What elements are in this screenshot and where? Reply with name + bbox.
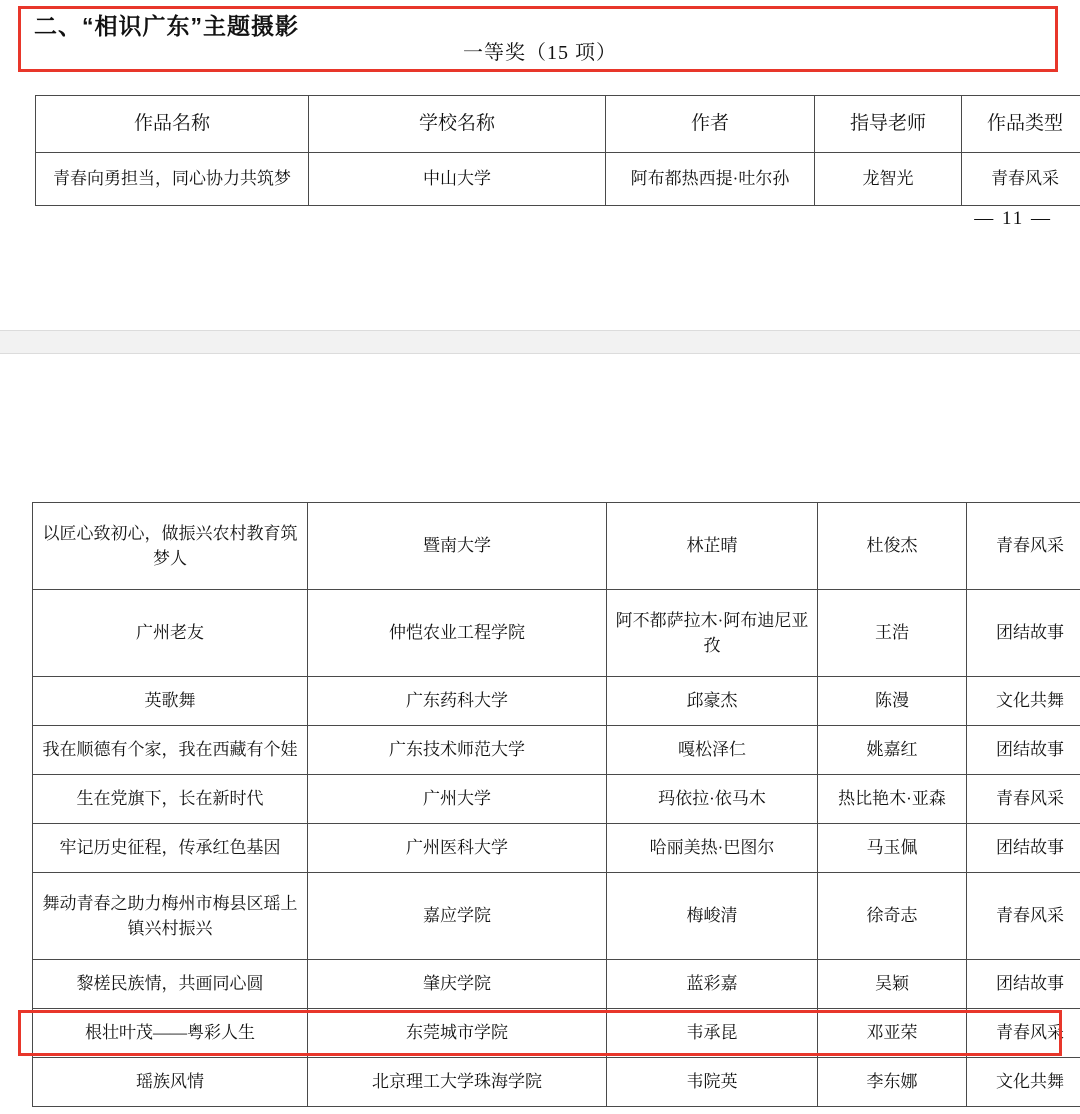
cell-work: 舞动青春之助力梅州市梅县区瑶上镇兴村振兴 <box>33 873 308 960</box>
cell-work: 以匠心致初心，做振兴农村教育筑梦人 <box>33 503 308 590</box>
cell-teacher: 陈漫 <box>818 677 967 726</box>
awards-table-page2 <box>32 502 1080 1107</box>
cell-author: 韦承昆 <box>607 1009 818 1058</box>
cell-author: 邱豪杰 <box>607 677 818 726</box>
cell-teacher: 吴颖 <box>818 960 967 1009</box>
cell-school: 中山大学 <box>309 153 606 206</box>
cell-author: 嘎松泽仁 <box>607 726 818 775</box>
cell-school: 嘉应学院 <box>308 873 607 960</box>
cell-teacher: 徐奇志 <box>818 873 967 960</box>
cell-school: 广州医科大学 <box>308 824 607 873</box>
cell-type: 青春风采 <box>967 503 1080 590</box>
table-row <box>33 677 1080 726</box>
document-page-bottom <box>0 354 1080 1114</box>
cell-school: 东莞城市学院 <box>308 1009 607 1058</box>
column-header-school: 学校名称 <box>309 96 606 153</box>
cell-work: 根壮叶茂——粤彩人生 <box>33 1009 308 1058</box>
cell-work: 英歌舞 <box>33 677 308 726</box>
table-row <box>33 726 1080 775</box>
cell-teacher: 龙智光 <box>815 153 962 206</box>
cell-school: 广东药科大学 <box>308 677 607 726</box>
document-page-top <box>0 0 1080 330</box>
cell-work: 瑶族风情 <box>33 1058 308 1107</box>
cell-author: 哈丽美热·巴图尔 <box>607 824 818 873</box>
cell-teacher: 热比艳木·亚森 <box>818 775 967 824</box>
cell-author: 玛依拉·依马木 <box>607 775 818 824</box>
table-row <box>33 503 1080 590</box>
column-header-teacher: 指导老师 <box>815 96 962 153</box>
cell-type: 团结故事 <box>967 590 1080 677</box>
cell-type: 青春风采 <box>967 1009 1080 1058</box>
cell-work: 生在党旗下，长在新时代 <box>33 775 308 824</box>
table-header-row <box>36 96 1080 153</box>
table-row <box>33 824 1080 873</box>
cell-author: 梅峻清 <box>607 873 818 960</box>
table-row <box>33 590 1080 677</box>
table-row-highlighted <box>33 1009 1080 1058</box>
cell-school: 仲恺农业工程学院 <box>308 590 607 677</box>
cell-teacher: 姚嘉红 <box>818 726 967 775</box>
column-header-type: 作品类型 <box>962 96 1080 153</box>
cell-work: 我在顺德有个家，我在西藏有个娃 <box>33 726 308 775</box>
cell-school: 北京理工大学珠海学院 <box>308 1058 607 1107</box>
cell-school: 广东技术师范大学 <box>308 726 607 775</box>
cell-type: 团结故事 <box>967 824 1080 873</box>
separator-edge-top <box>0 330 1080 331</box>
cell-author: 蓝彩嘉 <box>607 960 818 1009</box>
cell-work: 黎槎民族情，共画同心圆 <box>33 960 308 1009</box>
cell-type: 文化共舞 <box>967 677 1080 726</box>
cell-teacher: 邓亚荣 <box>818 1009 967 1058</box>
column-header-work: 作品名称 <box>36 96 309 153</box>
cell-work: 牢记历史征程，传承红色基因 <box>33 824 308 873</box>
cell-teacher: 王浩 <box>818 590 967 677</box>
cell-type: 青春风采 <box>967 873 1080 960</box>
cell-type: 青春风采 <box>962 153 1080 206</box>
cell-work: 广州老友 <box>33 590 308 677</box>
cell-author: 阿不都萨拉木·阿布迪尼亚孜 <box>607 590 818 677</box>
column-header-author: 作者 <box>606 96 815 153</box>
cell-type: 团结故事 <box>967 960 1080 1009</box>
table-row <box>33 873 1080 960</box>
cell-type: 文化共舞 <box>967 1058 1080 1107</box>
cell-author: 林芷晴 <box>607 503 818 590</box>
table-row <box>33 960 1080 1009</box>
cell-school: 肇庆学院 <box>308 960 607 1009</box>
cell-teacher: 杜俊杰 <box>818 503 967 590</box>
cell-type: 团结故事 <box>967 726 1080 775</box>
table-row <box>33 1058 1080 1107</box>
cell-teacher: 李东娜 <box>818 1058 967 1107</box>
table-row <box>33 775 1080 824</box>
cell-author: 阿布都热西提·吐尔孙 <box>606 153 815 206</box>
cell-author: 韦院英 <box>607 1058 818 1107</box>
page-number: — 11 — <box>974 208 1052 229</box>
cell-work: 青春向勇担当，同心协力共筑梦 <box>36 153 309 206</box>
section-heading: 二、“相识广东”主题摄影 <box>34 13 299 39</box>
page-separator <box>0 330 1080 354</box>
table-row <box>36 153 1080 206</box>
cell-teacher: 马玉佩 <box>818 824 967 873</box>
awards-table-page1 <box>35 95 1080 206</box>
cell-type: 青春风采 <box>967 775 1080 824</box>
award-level-label: 一等奖（15 项） <box>463 42 617 64</box>
cell-school: 广州大学 <box>308 775 607 824</box>
cell-school: 暨南大学 <box>308 503 607 590</box>
